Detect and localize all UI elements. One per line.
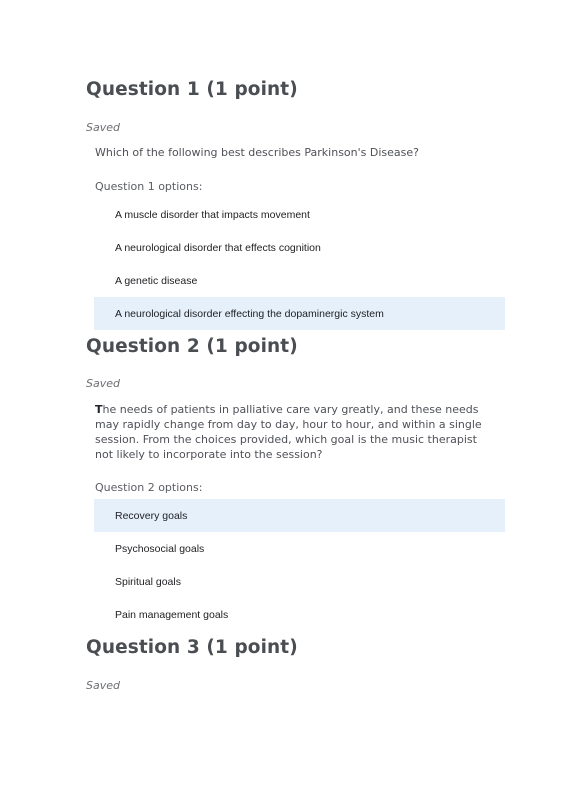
- question-1-options-label: Question 1 options:: [95, 180, 203, 193]
- question-1-option-1[interactable]: A muscle disorder that impacts movement: [115, 208, 310, 221]
- question-3-title: Question 3 (1 point): [86, 637, 298, 658]
- question-2-title: Question 2 (1 point): [86, 336, 298, 357]
- question-2-option-4[interactable]: Pain management goals: [115, 608, 229, 621]
- question-1-title: Question 1 (1 point): [86, 79, 298, 100]
- question-1-saved-status: Saved: [86, 121, 120, 134]
- question-2-prompt-text: he needs of patients in palliative care vary greatly, and these needs may rapidly change from day to day, hour to hour, and within a single session. From the choices provided, which goal is the music therapist not likely to incorporate into the session?: [95, 403, 482, 461]
- question-2-options-label: Question 2 options:: [95, 481, 203, 494]
- question-2-saved-status: Saved: [86, 377, 120, 390]
- question-2-option-3[interactable]: Spiritual goals: [115, 575, 181, 588]
- question-1-option-2[interactable]: A neurological disorder that effects cognition: [115, 241, 321, 254]
- question-2-option-2[interactable]: Psychosocial goals: [115, 542, 205, 555]
- question-1-option-4[interactable]: A neurological disorder effecting the dopaminergic system: [94, 297, 505, 330]
- question-3-saved-status: Saved: [86, 679, 120, 692]
- question-2-prompt-lead: T: [95, 403, 103, 416]
- question-2-option-1[interactable]: Recovery goals: [94, 499, 505, 532]
- question-1-option-3[interactable]: A genetic disease: [115, 274, 198, 287]
- question-2-prompt: [95, 402, 485, 462]
- question-1-prompt: Which of the following best describes Parkinson's Disease?: [95, 146, 419, 159]
